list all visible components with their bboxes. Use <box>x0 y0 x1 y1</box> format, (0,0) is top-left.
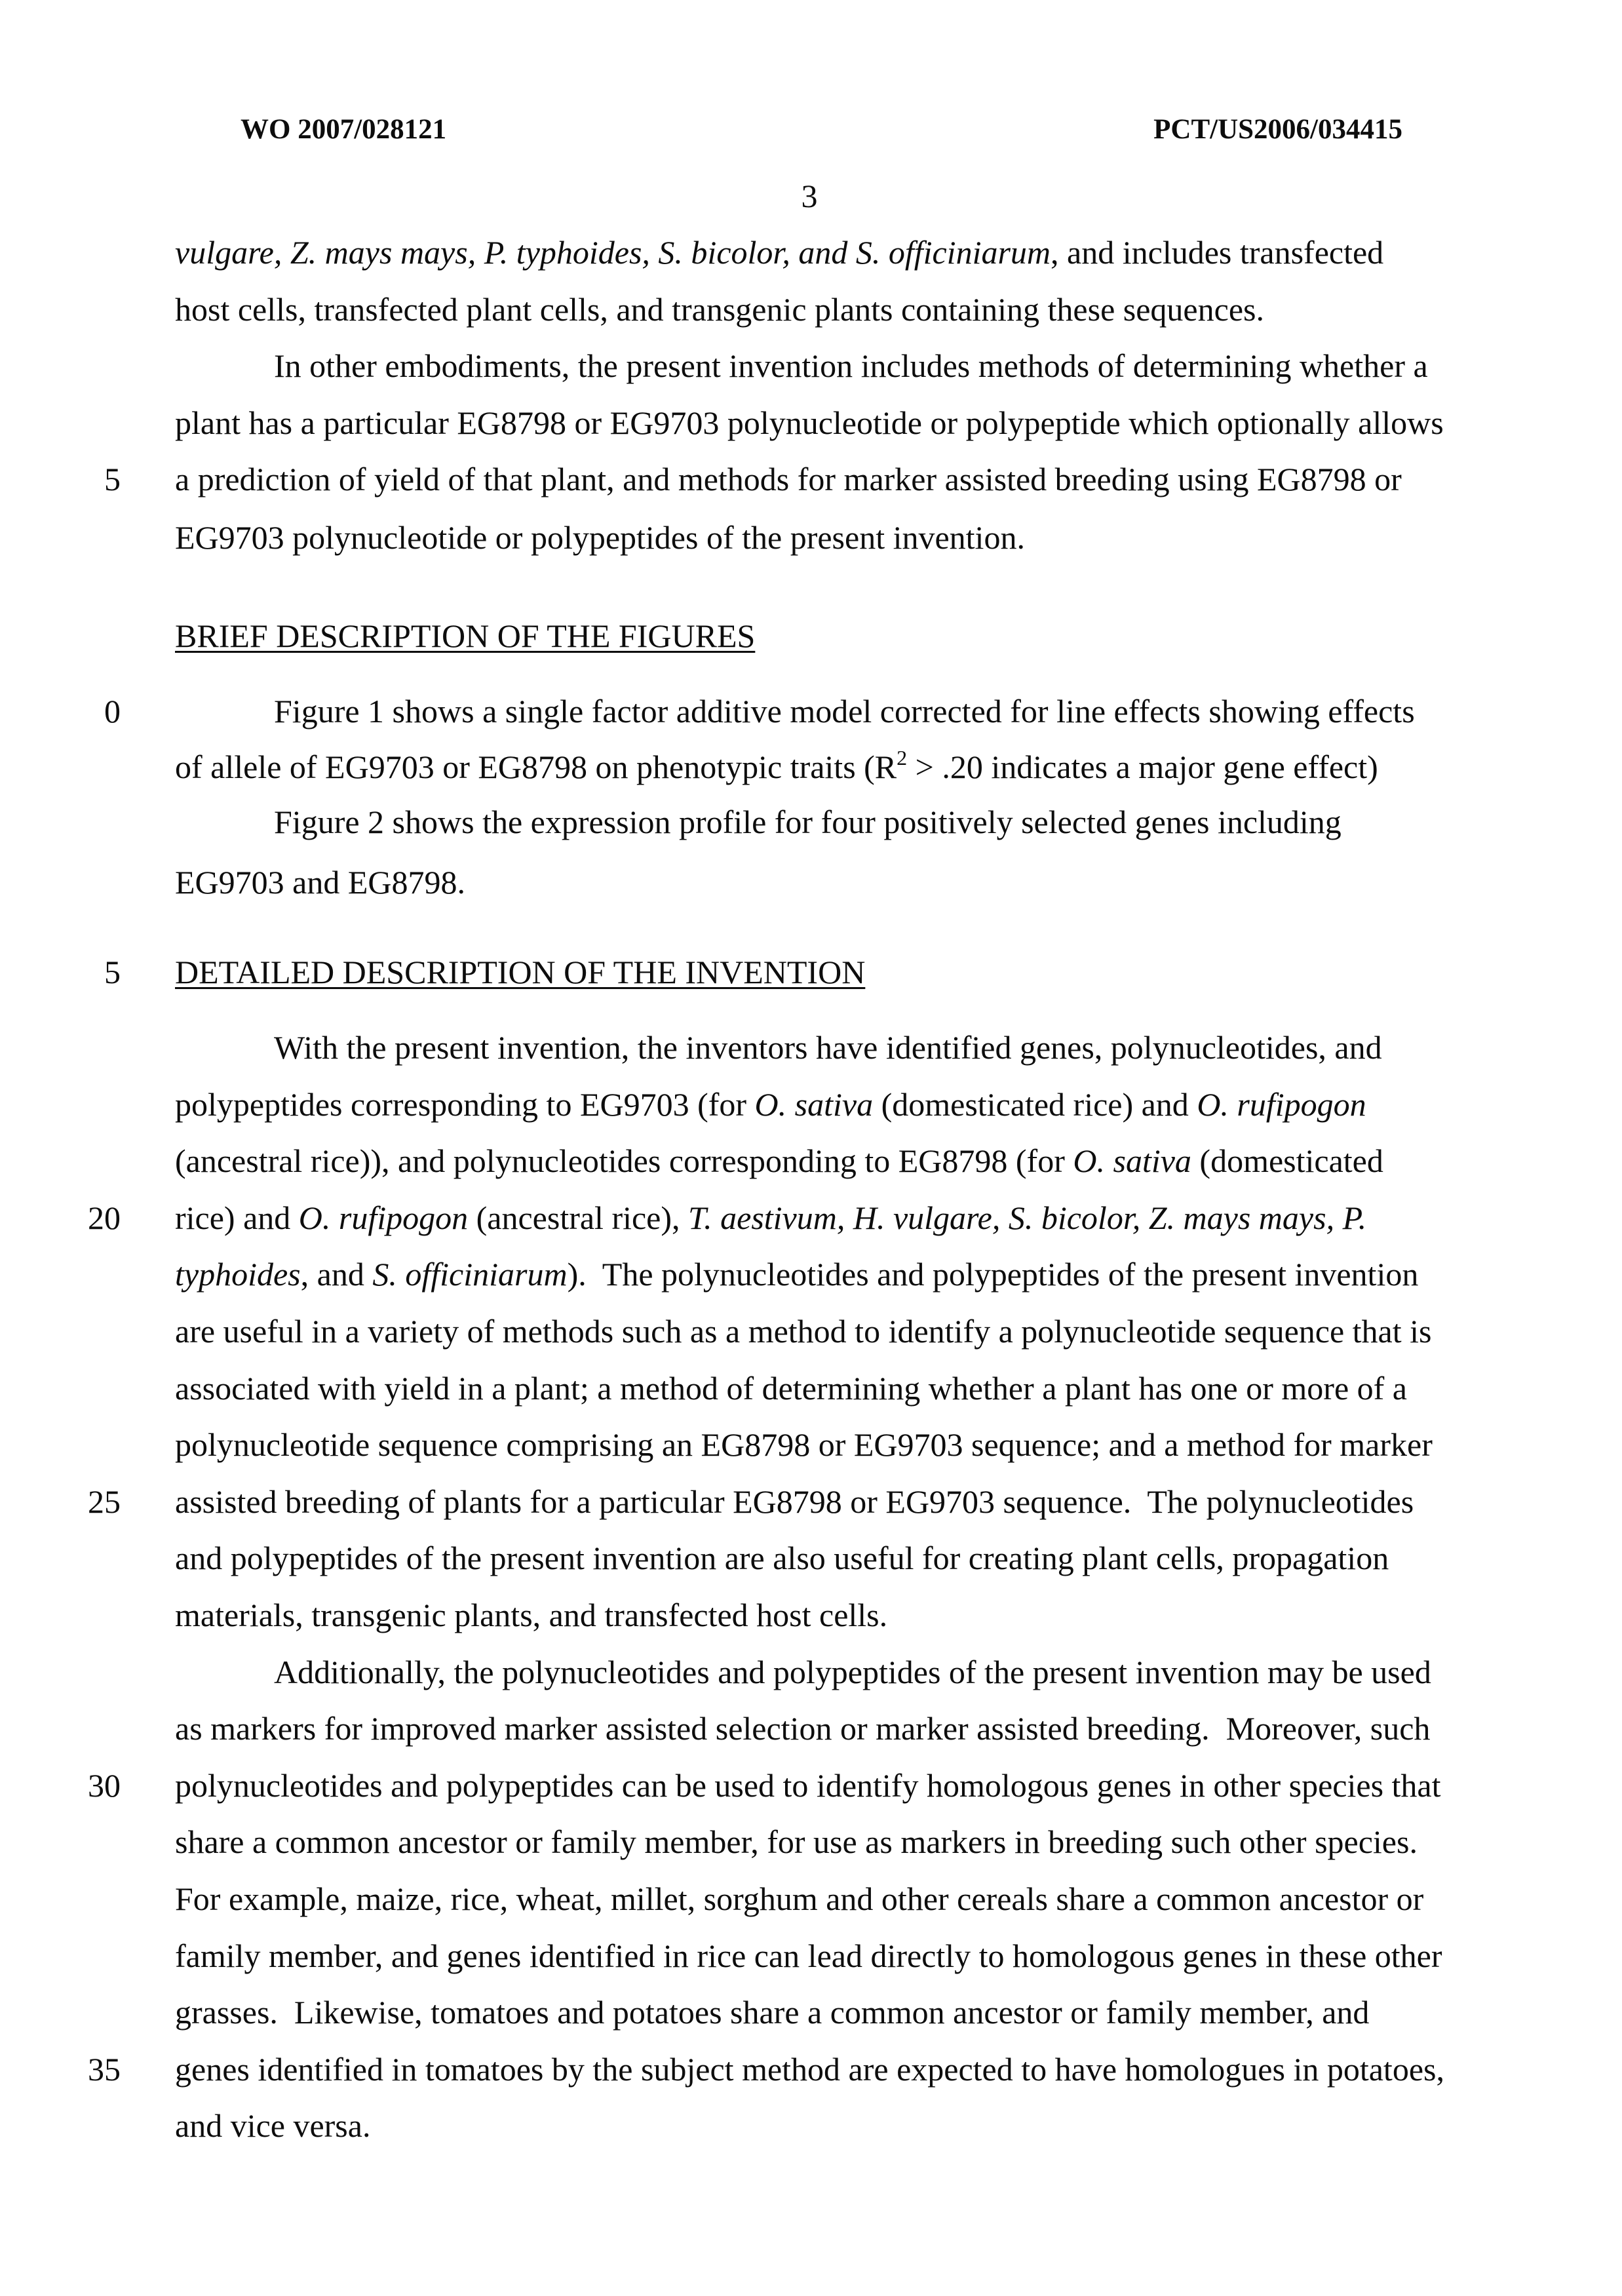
text-line <box>274 695 1415 728</box>
text-line <box>175 1825 1418 1858</box>
text-segment: For example, maize, rice, wheat, millet, sorghum and other cereals share a common ancestor or <box>175 1880 1424 1917</box>
text-line <box>175 1088 1366 1121</box>
text-segment: and vice versa. <box>175 2107 371 2144</box>
text-line <box>175 1599 887 1631</box>
text-line <box>175 521 1025 554</box>
margin-line-number: 30 <box>88 1767 121 1804</box>
text-line <box>175 1712 1430 1745</box>
text-segment: rice) and <box>175 1199 299 1236</box>
text-segment: In other embodiments, the present invention includes methods of determining whether a <box>274 347 1428 384</box>
publication-number: WO 2007/028121 <box>241 114 447 145</box>
species-name: O. rufipogon <box>1197 1086 1366 1123</box>
text-line <box>175 293 1264 326</box>
page-number: 3 <box>801 178 818 214</box>
text-line <box>274 1031 1382 1064</box>
text-segment: plant has a particular EG8798 or EG9703 polynucleotide or polypeptide which optionally allows <box>175 404 1444 441</box>
species-name: O. sativa <box>1073 1142 1191 1179</box>
text-segment: EG9703 and EG8798. <box>175 864 465 901</box>
text-line <box>175 1939 1442 1972</box>
text-line <box>175 406 1444 439</box>
text-line <box>274 349 1428 382</box>
margin-line-number: 5 <box>104 954 121 990</box>
text-line <box>175 1258 1418 1291</box>
text-segment: assisted breeding of plants for a particular EG8798 or EG9703 sequence. The polynucleotides <box>175 1483 1414 1520</box>
text-segment: share a common ancestor or family member, for use as markers in breeding such other species. <box>175 1823 1418 1860</box>
text-line <box>274 806 1342 838</box>
text-segment: family member, and genes identified in rice can lead directly to homologous genes in these other <box>175 1937 1442 1974</box>
text-line <box>175 1769 1441 1802</box>
text-segment: Figure 1 shows a single factor additive model corrected for line effects showing effects <box>274 693 1415 730</box>
text-line <box>175 1428 1433 1461</box>
text-segment: > .20 indicates a major gene effect) <box>907 749 1378 785</box>
superscript: 2 <box>897 746 908 769</box>
text-segment: EG9703 polynucleotide or polypeptides of the present invention. <box>175 519 1025 556</box>
species-names: T. aestivum, H. vulgare, S. bicolor, Z. mays mays, P. <box>688 1199 1367 1236</box>
text-segment: (ancestral rice), <box>468 1199 689 1236</box>
text-segment: genes identified in tomatoes by the subject method are expected to have homologues in potatoes, <box>175 2051 1444 2088</box>
margin-line-number: 35 <box>88 2051 121 2088</box>
text-segment: grasses. Likewise, tomatoes and potatoes share a common ancestor or family member, and <box>175 1994 1370 2031</box>
species-name: typhoides <box>175 1256 301 1293</box>
text-segment: polynucleotide sequence comprising an EG8798 or EG9703 sequence; and a method for marker <box>175 1426 1433 1463</box>
text-segment: (domesticated <box>1191 1142 1383 1179</box>
text-segment: Additionally, the polynucleotides and polypeptides of the present invention may be used <box>274 1654 1431 1690</box>
text-segment: of allele of EG9703 or EG8798 on phenotypic traits (R <box>175 749 897 785</box>
section-heading-brief-description: BRIEF DESCRIPTION OF THE FIGURES <box>175 617 756 654</box>
text-line <box>175 1542 1389 1574</box>
text-line <box>175 1882 1423 1915</box>
text-line <box>175 1201 1366 1234</box>
text-segment: , and <box>300 1256 373 1293</box>
margin-line-number: 20 <box>88 1199 121 1236</box>
text-segment: With the present invention, the inventors have identified genes, polynucleotides, and <box>274 1029 1382 1066</box>
text-line <box>175 1144 1383 1177</box>
text-line <box>175 866 465 899</box>
text-segment: and polypeptides of the present invention are also useful for creating plant cells, propagation <box>175 1540 1389 1576</box>
text-line <box>175 1315 1431 1348</box>
text-line <box>175 1485 1414 1518</box>
species-name: S. officiniarum <box>372 1256 568 1293</box>
text-segment: (domesticated rice) and <box>873 1086 1197 1123</box>
text-segment: associated with yield in a plant; a method of determining whether a plant has one or more of a <box>175 1370 1407 1407</box>
species-names: vulgare, Z. mays mays, P. typhoides, S. bicolor, and S. officiniarum <box>175 234 1051 271</box>
margin-line-number: 0 <box>104 693 121 730</box>
text-segment: ). The polynucleotides and polypeptides of the present invention <box>567 1256 1419 1293</box>
text-segment: as markers for improved marker assisted selection or marker assisted breeding. Moreover, such <box>175 1710 1431 1747</box>
text-line <box>175 463 1402 496</box>
text-segment: (ancestral rice)), and polynucleotides corresponding to EG8798 (for <box>175 1142 1073 1179</box>
text-segment: polypeptides corresponding to EG9703 (for <box>175 1086 755 1123</box>
text-line <box>175 1372 1407 1405</box>
text-segment: Figure 2 shows the expression profile for four positively selected genes including <box>274 804 1342 840</box>
margin-line-number: 5 <box>104 461 121 497</box>
text-line <box>175 2109 370 2142</box>
text-line <box>175 236 1383 269</box>
text-line <box>175 2053 1444 2086</box>
text-line <box>175 746 1378 787</box>
text-line <box>274 1656 1431 1688</box>
text-segment: polynucleotides and polypeptides can be used to identify homologous genes in other species that <box>175 1767 1441 1804</box>
application-number: PCT/US2006/034415 <box>1153 114 1402 145</box>
text-segment: , and includes transfected <box>1051 234 1384 271</box>
species-name: O. sativa <box>754 1086 874 1123</box>
margin-line-number: 25 <box>88 1483 121 1520</box>
section-heading-detailed-description: DETAILED DESCRIPTION OF THE INVENTION <box>175 954 866 990</box>
text-segment: a prediction of yield of that plant, and methods for marker assisted breeding using EG8798 or <box>175 461 1402 497</box>
text-segment: host cells, transfected plant cells, and transgenic plants containing these sequences. <box>175 291 1264 328</box>
text-line <box>175 1996 1369 2029</box>
text-segment: are useful in a variety of methods such as a method to identify a polynucleotide sequence that is <box>175 1313 1432 1350</box>
text-segment: materials, transgenic plants, and transfected host cells. <box>175 1597 888 1633</box>
species-name: O. rufipogon <box>298 1199 469 1236</box>
